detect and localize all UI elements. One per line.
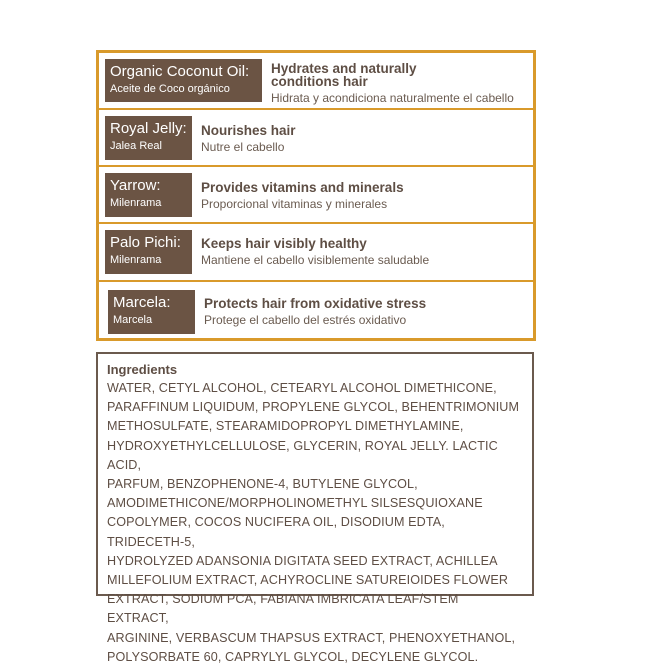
benefit-row-royal-jelly [99,110,533,166]
benefit-description [204,297,426,327]
benefit-es: Protege el cabello del estrés oxidativo [204,313,407,327]
ingredients-line: PARFUM, BENZOPHENONE-4, BUTYLENE GLYCOL, [107,477,418,492]
ingredient-name-es: Marcela [113,314,153,326]
ingredients-line: POLYSORBATE 60, CAPRYLYL GLYCOL, DECYLENE GLYCOL. [107,649,479,664]
ingredient-name-es: Milenrama [110,197,162,209]
ingredients-line: HYDROLYZED ADANSONIA DIGITATA SEED EXTRACT, ACHILLEA [107,553,498,568]
benefit-es: Mantiene el cabello visiblemente saludable [201,253,430,267]
benefit-en-line2: conditions hair [271,74,368,89]
benefit-row-palo-pichi [99,224,533,280]
ingredient-name-en: Yarrow: [110,177,161,194]
benefit-en: Provides vitamins and minerals [201,180,404,195]
benefit-description [271,62,514,105]
ingredient-name-en: Marcela: [113,294,171,311]
ingredients-line: METHOSULFATE, STEARAMIDOPROPYL DIMETHYLAMINE, [107,419,464,434]
benefit-row-yarrow [99,167,533,223]
benefit-es: Proporcional vitaminas y minerales [201,197,388,211]
ingredients-line: WATER, CETYL ALCOHOL, CETEARYL ALCOHOL DIMETHICONE, [107,381,497,395]
ingredient-label [108,290,195,334]
ingredient-name-en: Royal Jelly: [110,120,187,137]
ingredients-panel [96,352,534,664]
benefit-row-coconut-oil [99,53,533,108]
benefit-description [201,181,404,211]
ingredient-label [105,230,192,274]
benefit-es: Nutre el cabello [201,140,285,154]
benefit-en: Hydrates and naturally [271,61,417,76]
ingredients-line: MILLEFOLIUM EXTRACT, ACHYROCLINE SATUREIOIDES FLOWER [107,573,509,588]
benefit-description [201,237,429,267]
ingredient-name-es: Milenrama [110,254,162,266]
ingredient-name-en: Palo Pichi: [110,234,181,251]
ingredient-label [105,173,192,217]
ingredient-name-en: Organic Coconut Oil: [110,63,250,80]
ingredients-line: COPOLYMER, COCOS NUCIFERA OIL, DISODIUM EDTA, TRIDECETH-5, [107,515,445,549]
ingredient-name-es: Jalea Real [110,140,162,152]
ingredients-line: EXTRACT, SODIUM PCA, FABIANA IMBRICATA LEAF/STEM EXTRACT, [107,592,459,626]
benefit-en: Nourishes hair [201,123,296,138]
benefit-es: Hidrata y acondiciona naturalmente el cabello [271,91,514,105]
ingredient-label [105,116,192,160]
benefit-description [201,124,296,154]
ingredients-line: PARAFFINUM LIQUIDUM, PROPYLENE GLYCOL, BEHENTRIMONIUM [107,400,520,415]
benefit-row-marcela [99,282,533,338]
benefit-en: Keeps hair visibly healthy [201,236,367,251]
ingredients-line: HYDROXYETHYLCELLULOSE, GLYCERIN, ROYAL JELLY. LACTIC ACID, [107,438,498,472]
ingredient-name-es: Aceite de Coco orgánico [110,83,230,95]
benefit-en: Protects hair from oxidative stress [204,296,427,311]
ingredients-title: Ingredients [107,362,178,377]
ingredients-line: ARGININE, VERBASCUM THAPSUS EXTRACT, PHENOXYETHANOL, [107,630,516,645]
benefits-table [96,50,536,341]
ingredients-line: AMODIMETHICONE/MORPHOLINOMETHYL SILSESQUIOXANE [107,496,483,511]
ingredient-label [105,59,262,102]
